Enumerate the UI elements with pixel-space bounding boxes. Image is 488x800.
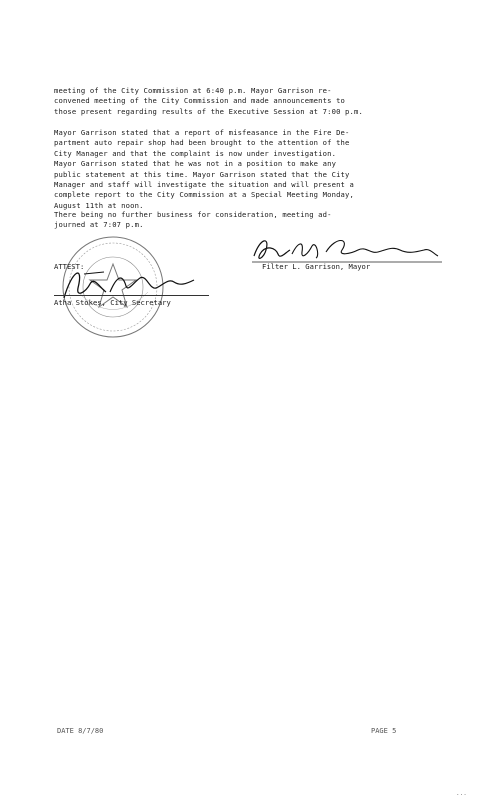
minutes-paragraph-1: meeting of the City Commission at 6:40 p.m. Mayor Garrison re- convened meeting of the City Commission and made announcements to those present regarding results of the Executive Session at 7:00 p.m. <box>54 86 363 116</box>
footer-date: DATE 8/7/80 <box>57 727 104 735</box>
attest-label: ATTEST: <box>54 262 85 271</box>
minutes-paragraph-3: There being no further business for consideration, meeting ad- journed at 7:07 p.m. <box>54 210 332 230</box>
secretary-signature-line <box>54 295 209 296</box>
mayor-name-line: Filter L. Garrison, Mayor <box>262 262 371 271</box>
secretary-name-line: Atha Stokes, City Secretary <box>54 298 171 307</box>
minutes-paragraph-2: Mayor Garrison stated that a report of misfeasance in the Fire De- partment auto repair shop had been brought to the attention of the City Manager and that the complaint is now under investigation. Mayor Garrison stated that he was not in a position to make any public statement at this time. Mayor Garrison stated that the City Manager and staff will investigate the situation and will present a complete report to the City Commission at a Special Meeting Monday, August 11th at noon. <box>54 128 354 210</box>
corner-mark: ... <box>456 790 467 797</box>
footer-page-number: PAGE 5 <box>371 727 397 735</box>
